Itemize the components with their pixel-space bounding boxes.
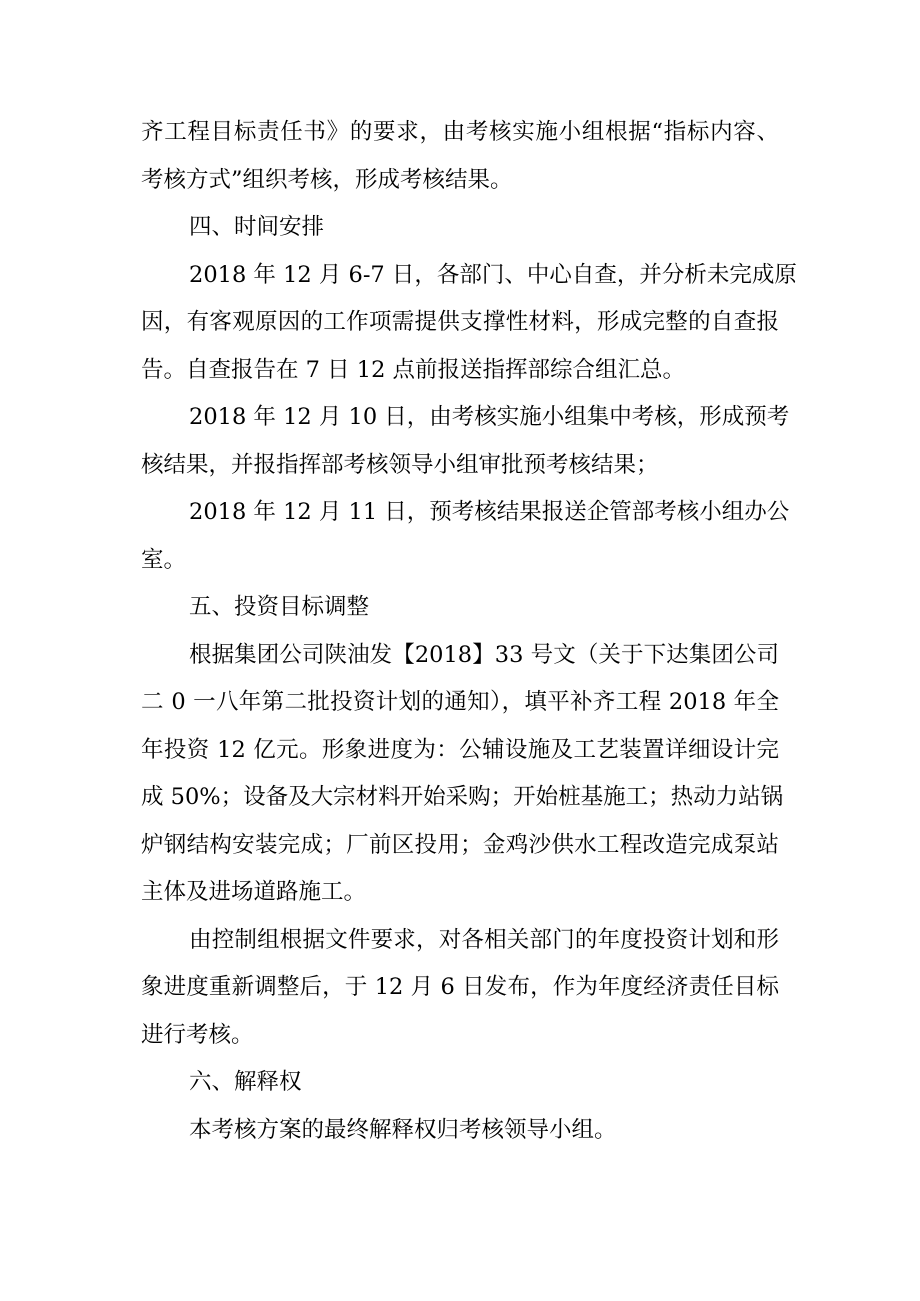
text-line: 年投资 12 亿元。形象进度为：公辅设施及工艺装置详细设计完 (141, 737, 779, 763)
text-line: 象进度重新调整后，于 12 月 6 日发布，作为年度经济责任目标 (141, 974, 779, 1000)
text-line: 因，有客观原因的工作项需提供支撑性材料，形成完整的自查报 (141, 309, 779, 335)
text-line: 由控制组根据文件要求，对各相关部门的年度投资计划和形 (189, 927, 779, 953)
text-line: 考核方式”组织考核，形成考核结果。 (141, 167, 513, 193)
text-line: 2018 年 12 月 11 日，预考核结果报送企管部考核小组办公 (189, 499, 790, 525)
text-line: 主体及进场道路施工。 (141, 879, 367, 905)
text-line: 本考核方案的最终解释权归考核领导小组。 (189, 1117, 617, 1143)
text-line: 2018 年 12 月 10 日，由考核实施小组集中考核，形成预考 (189, 404, 790, 430)
text-line: 2018 年 12 月 6-7 日，各部门、中心自查，并分析未完成原 (189, 262, 797, 288)
text-line: 进行考核。 (141, 1022, 254, 1048)
text-line: 成 50%；设备及大宗材料开始采购；开始桩基施工；热动力站锅 (141, 784, 784, 810)
text-line: 告。自查报告在 7 日 12 点前报送指挥部综合组汇总。 (141, 357, 686, 383)
section-heading-interpretation: 六、解释权 (189, 1069, 302, 1095)
text-line: 根据集团公司陕油发【2018】33 号文（关于下达集团公司 (189, 642, 779, 668)
section-heading-schedule: 四、时间安排 (189, 214, 325, 240)
section-heading-investment: 五、投资目标调整 (189, 594, 370, 620)
text-line: 二 0 一八年第二批投资计划的通知），填平补齐工程 2018 年全 (141, 689, 779, 715)
text-line: 炉钢结构安装完成；厂前区投用；金鸡沙供水工程改造完成泵站 (141, 832, 779, 858)
text-line: 室。 (141, 547, 187, 573)
text-line: 核结果，并报指挥部考核领导小组审批预考核结果； (141, 452, 659, 478)
text-line: 齐工程目标责任书》的要求，由考核实施小组根据“指标内容、 (141, 119, 779, 145)
